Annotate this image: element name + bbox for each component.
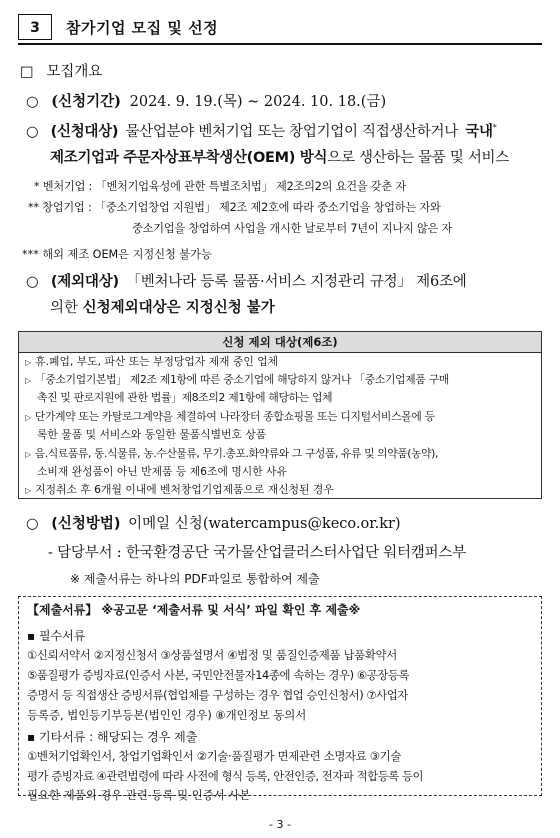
required-doc-line: ⑤품질평가 증빙자료(인증서 사본, 국민안전물자14종에 속하는 경우) ⑥공장등록 [27,668,410,682]
required-doc-line: 증명서 등 직접생산 증빙서류(협업체를 구성하는 경우 협업 승인신청서) ⑦사업자 [27,688,408,702]
other-docs-title: ▪ 기타서류 : 해당되는 경우 제출 [27,730,198,744]
exclusion-item: ▷ 단가계약 또는 카탈로그계약을 체결하여 나라장터 종합쇼핑몰 또는 디지털서비스몰에 등 [25,410,435,423]
exclusion-line2-bold: 신청제외대상은 지정신청 불가 [82,300,275,316]
target-line1-bold: 국내 [465,124,493,140]
triangle-bullet-icon: ▷ [25,486,32,495]
circle-bullet-icon: ○ [26,516,39,532]
exclusion-label: (제외대상) [50,274,119,290]
submission-title: 【제출서류】 ※공고문 ‘제출서류 및 서식’ 파일 확인 후 제출※ [27,603,361,617]
exclusion-criteria-box [18,331,542,499]
period-row [26,90,386,111]
note-oem: *** 해외 제조 OEM은 지정신청 불가능 [22,248,212,261]
exclusion-item: ▷ 지정취소 후 6개월 이내에 벤처창업기업제품으로 재신청된 경우 [25,483,334,496]
exclusion-line1: 「벤처나라 등록 물품·서비스 지정관리 규정」 제6조에 [126,274,467,290]
target-row [26,120,496,141]
exclusion-row [26,270,467,291]
exclusion-item-cont: 촉진 및 판로지원에 관한 법률」제8조의2 제1항에 해당하는 업체 [37,391,333,404]
method-text: 이메일 신청(watercampus@keco.or.kr) [128,516,401,532]
method-label: (신청방법) [51,516,121,532]
triangle-bullet-icon: ▷ [25,376,31,385]
target-line2: 으로 생산하는 물품 및 서비스 [327,150,509,166]
footnote-mark: * [492,123,497,133]
section-number: 3 [18,14,52,40]
other-doc-line: 평가 증빙자료 ④관련법령에 따라 사전에 형식 등록, 안전인증, 전자파 적합등록 등이 [27,769,424,783]
other-doc-line: ①벤처기업확인서, 창업기업확인서 ②기술·품질평가 면제관련 소명자료 ③기술 [27,749,402,763]
required-docs-title: ▪ 필수서류 [27,629,86,643]
target-row-2 [50,146,509,167]
target-line1: 물산업분야 벤처기업 또는 창업기업이 직접생산하거나 [125,124,458,140]
triangle-bullet-icon: ▷ [25,413,31,422]
triangle-bullet-icon: ▷ [25,450,31,459]
period-text: 2024. 9. 19.(목) ~ 2024. 10. 18.(금) [129,94,387,110]
circle-bullet-icon: ○ [26,124,39,140]
submission-documents-box [18,596,542,802]
period-label: (신청기간) [51,93,122,110]
exclusion-row-2: 의한 신청제외대상은 지정신청 불가 [50,300,275,316]
exclusion-item: ▷ 음.식료품류, 동.식물류, 농.수산물류, 무기.총포.화약류와 그 구성품, 유류 및 의약품(농약), [25,447,438,460]
target-label: (신청대상) [50,124,119,140]
target-line2-bold: 제조기업과 주문자상표부착생산(OEM) 방식 [50,150,328,166]
note-venture: * 벤처기업 : 「벤처기업육성에 관한 특별조치법」 제2조의2의 요건을 갖춘 자 [34,180,406,193]
page-number: - 3 - [269,818,291,831]
method-note: ※ 제출서류는 하나의 PDF파일로 통합하여 제출 [70,572,320,586]
method-row [26,512,401,533]
required-doc-line: ①신뢰서약서 ②지정신청서 ③상품설명서 ④법정 및 품질인증제품 납품확약서 [27,648,397,662]
triangle-bullet-icon: ▷ [25,358,32,367]
section-title: 참가기업 모집 및 선정 [66,19,219,37]
exclusion-item: ▷ 「중소기업기본법」 제2조 제1항에 따른 중소기업에 해당하지 않거나 「중소기업제품 구매 [25,373,449,386]
header-divider [18,43,542,45]
note-startup-cont: 중소기업을 창업하여 사업을 개시한 날로부터 7년이 지나지 않은 자 [132,222,453,235]
circle-bullet-icon: ○ [26,274,39,290]
other-doc-line: 필요한 제품의 경우 관련 등록 및 인증서 사본 [27,788,251,802]
method-dept: - 담당부서 : 한국환경공단 국가물산업클러스터사업단 워터캠퍼스부 [48,545,467,561]
overview-title: 모집개요 [46,64,103,80]
note-startup: ** 창업기업 : 「중소기업창업 지원법」 제2조 제2호에 따라 중소기업을 창업하는 자와 [28,201,441,214]
required-doc-line: 등록증, 법인등기부등본(법인인 경우) ⑧개인정보 동의서 [27,708,307,722]
exclusion-item-cont: 소비재 완성품이 아닌 반제품 등 제6조에 명시한 사유 [37,465,287,478]
square-bullet-icon: □ [20,64,34,80]
exclusion-item: ▷ 휴.폐업, 부도, 파산 또는 부정당업자 제재 중인 업체 [25,355,279,368]
overview-heading [20,60,102,81]
circle-bullet-icon: ○ [26,94,39,110]
exclusion-item-cont: 록한 물품 및 서비스와 동일한 물품식별번호 상품 [37,428,267,441]
exclusion-box-title: 신청 제외 대상(제6조) [19,332,541,353]
section-header [18,14,542,42]
